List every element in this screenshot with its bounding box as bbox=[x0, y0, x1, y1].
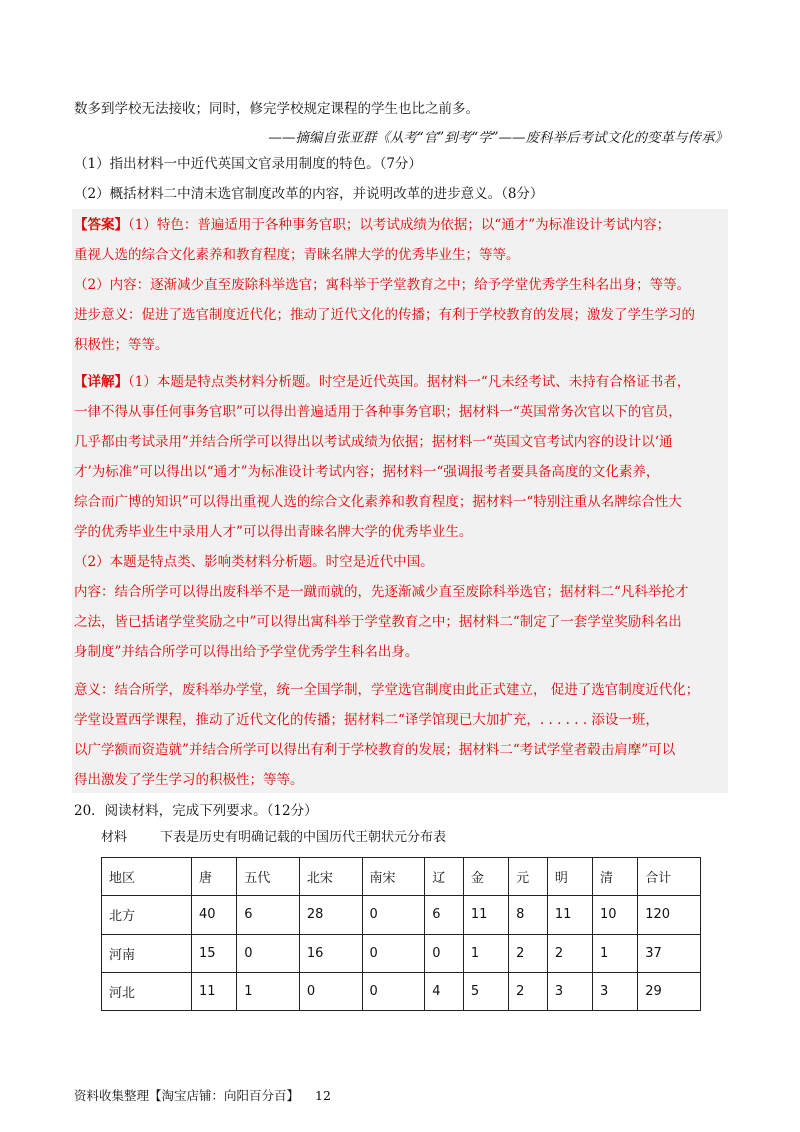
table-header-cell: 唐 bbox=[192, 858, 237, 896]
detail-line: 得出激发了学生学习的积极性；等等。 bbox=[74, 772, 304, 788]
detail-line: 意义：结合所学，废科举办学堂，统一全国学制，学堂选官制度由此正式建立， 促进了选官制度近代化； bbox=[74, 682, 700, 698]
table-cell: 37 bbox=[638, 934, 701, 972]
table-cell: 3 bbox=[593, 972, 638, 1010]
table-cell: 2 bbox=[509, 934, 548, 972]
table-header-cell: 清 bbox=[593, 858, 638, 896]
table-cell: 2 bbox=[509, 972, 548, 1010]
table-cell: 11 bbox=[192, 972, 237, 1010]
detail-line: 一律不得从事任何事务官职”可以得出普遍适用于各种事务官职；据材料一“英国常务次官以下的官员， bbox=[74, 404, 682, 420]
table-cell: 1 bbox=[237, 972, 300, 1010]
table-cell: 河北 bbox=[102, 972, 192, 1010]
table-header-cell: 地区 bbox=[102, 858, 192, 896]
detail-line: 身制度”并结合所学可以得出给予学堂优秀学生科名出身。 bbox=[74, 644, 419, 660]
detail-line: 之法，皆已括诸学堂奖励之中”可以得出寓科举于学堂教育之中；据材料二“制定了一套学堂奖励科名出 bbox=[74, 614, 682, 630]
answer-line: 积极性；等等。 bbox=[74, 337, 169, 353]
table-header-cell: 明 bbox=[547, 858, 592, 896]
footer-source: 资料收集整理【淘宝店铺：向阳百分百】 bbox=[74, 1088, 300, 1103]
passage-line: 数多到学校无法接收；同时，修完学校规定课程的学生也比之前多。 bbox=[74, 101, 479, 117]
table-header-cell: 五代 bbox=[237, 858, 300, 896]
table-cell: 0 bbox=[299, 972, 362, 1010]
answer-text: （1）特色：普遍适用于各种事务官职；以考试成绩为依据；以“通才”为标准设计考试内容； bbox=[128, 217, 671, 233]
detail-line: 才’为标准”可以得出以“通才”为标准设计考试内容；据材料一“强调报考者要具备高度的文化素养， bbox=[74, 464, 660, 480]
table-row bbox=[102, 972, 701, 1010]
answer-tag: 【答案】 bbox=[74, 217, 128, 233]
table-row bbox=[102, 934, 701, 972]
answer-line: 重视人选的综合文化素养和教育程度；青睐名牌大学的优秀毕业生；等等。 bbox=[74, 247, 520, 263]
table-header-cell: 辽 bbox=[425, 858, 464, 896]
table-cell: 11 bbox=[547, 896, 592, 934]
table-cell: 11 bbox=[463, 896, 508, 934]
table-cell: 0 bbox=[362, 972, 425, 1010]
table-header-cell: 元 bbox=[509, 858, 548, 896]
table-cell: 5 bbox=[463, 972, 508, 1010]
table-cell: 6 bbox=[425, 896, 464, 934]
table-header-cell: 南宋 bbox=[362, 858, 425, 896]
table-cell: 1 bbox=[593, 934, 638, 972]
answer-line: 进步意义：促进了选官制度近代化；推动了近代文化的传播；有利于学校教育的发展；激发了学生学习的 bbox=[74, 307, 695, 323]
table-cell: 15 bbox=[192, 934, 237, 972]
table-cell: 2 bbox=[547, 934, 592, 972]
table-cell: 120 bbox=[638, 896, 701, 934]
page-number: 12 bbox=[315, 1088, 331, 1103]
detail-line: 学的优秀毕业生中录用人才”可以得出青睐名牌大学的优秀毕业生。 bbox=[74, 524, 473, 540]
table-cell: 0 bbox=[237, 934, 300, 972]
table-cell: 北方 bbox=[102, 896, 192, 934]
material-label: 材料 bbox=[101, 830, 128, 845]
table-cell: 0 bbox=[362, 896, 425, 934]
table-cell: 河南 bbox=[102, 934, 192, 972]
answer-line bbox=[74, 210, 728, 240]
question-20-title: 20．阅读材料，完成下列要求。（12分） bbox=[74, 803, 318, 819]
question-1: （1）指出材料一中近代英国文官录用制度的特色。（7分） bbox=[74, 156, 422, 172]
detail-tag: 【详解】 bbox=[74, 374, 128, 390]
table-cell: 6 bbox=[237, 896, 300, 934]
table-cell: 16 bbox=[299, 934, 362, 972]
table-cell: 40 bbox=[192, 896, 237, 934]
detail-line: 学堂设置西学课程，推动了近代文化的传播；据材料二“译学馆现已大加扩充，. . . . . . 添设一班， bbox=[74, 712, 659, 728]
table-header-row bbox=[102, 858, 701, 896]
material-title: 下表是历史有明确记载的中国历代王朝状元分布表 bbox=[160, 830, 447, 845]
table-cell: 0 bbox=[362, 934, 425, 972]
detail-line: （2）本题是特点类、影响类材料分析题。时空是近代中国。 bbox=[74, 554, 434, 570]
detail-text: （1）本题是特点类材料分析题。时空是近代英国。据材料一“凡未经考试、未持有合格证书者， bbox=[128, 374, 691, 390]
table-row bbox=[102, 896, 701, 934]
table-cell: 8 bbox=[509, 896, 548, 934]
question-2: （2）概括材料二中清末选官制度改革的内容，并说明改革的进步意义。（8分） bbox=[74, 186, 544, 202]
champion-distribution-table bbox=[101, 857, 701, 1011]
detail-line: 综合而广博的知识”可以得出重视人选的综合文化素养和教育程度；据材料一“特别注重从名牌综合性大 bbox=[74, 494, 682, 510]
detail-line: 内容：结合所学可以得出废科举不是一蹴而就的，先逐渐减少直至废除科举选官；据材料二“凡科举抡才 bbox=[74, 584, 689, 600]
page-footer bbox=[74, 1086, 331, 1106]
table-cell: 1 bbox=[463, 934, 508, 972]
table-header-cell: 合计 bbox=[638, 858, 701, 896]
detail-line: 以广学额而资造就”并结合所学可以得出有利于学校教育的发展；据材料二“考试学堂者毂击肩摩”可以 bbox=[74, 742, 676, 758]
source-citation: ——摘编自张亚群《从考“官”到考“学”——废科举后考试文化的变革与传承》 bbox=[268, 130, 728, 146]
table-cell: 10 bbox=[593, 896, 638, 934]
detail-line bbox=[74, 367, 728, 397]
table-cell: 28 bbox=[299, 896, 362, 934]
table-cell: 4 bbox=[425, 972, 464, 1010]
table-cell: 0 bbox=[425, 934, 464, 972]
table-header-cell: 北宋 bbox=[299, 858, 362, 896]
answer-line: （2）内容：逐渐减少直至废除科举选官；寓科举于学堂教育之中；给予学堂优秀学生科名出身；等等。 bbox=[74, 277, 691, 293]
table-cell: 29 bbox=[638, 972, 701, 1010]
detail-line: 几乎都由考试录用”并结合所学可以得出以考试成绩为依据；据材料一“英国文官考试内容的设计以‘通 bbox=[74, 434, 673, 450]
table-header-cell: 金 bbox=[463, 858, 508, 896]
table-cell: 3 bbox=[547, 972, 592, 1010]
